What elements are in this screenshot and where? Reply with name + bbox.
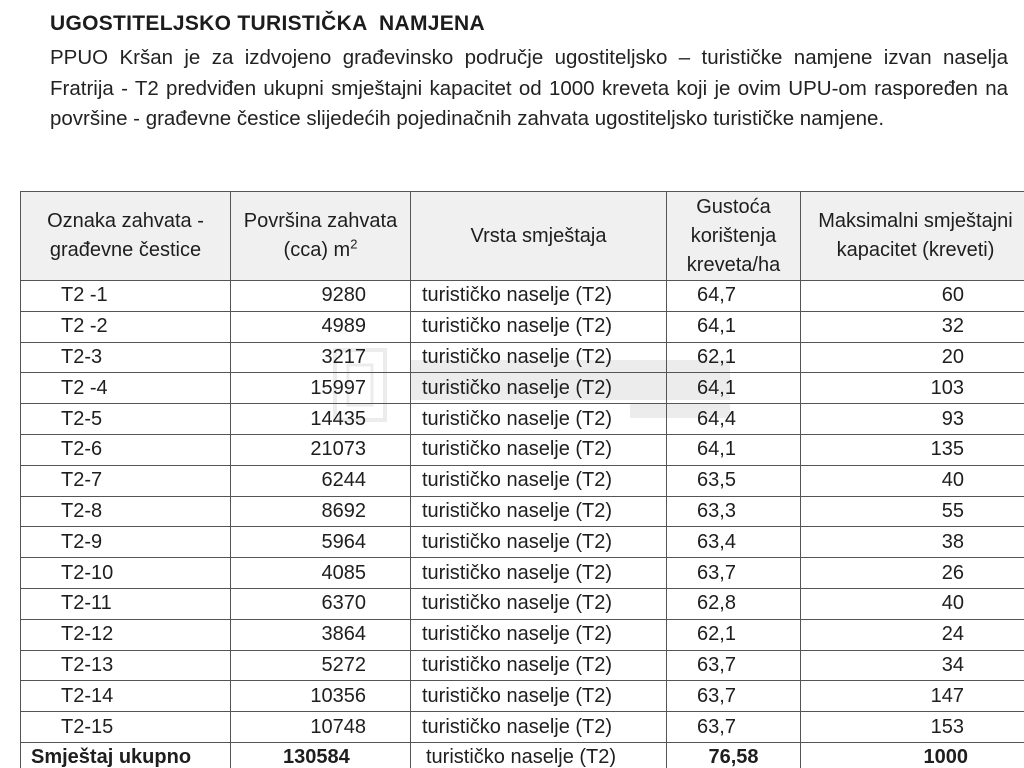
total-area: 130584 (231, 742, 411, 768)
cell-density: 63,7 (667, 558, 801, 589)
cell-capacity: 26 (801, 558, 1024, 589)
cell-type: turističko naselje (T2) (411, 373, 667, 404)
cell-density: 62,8 (667, 588, 801, 619)
cell-type: turističko naselje (T2) (411, 650, 667, 681)
cell-id: T2-5 (21, 404, 231, 435)
cell-density: 63,3 (667, 496, 801, 527)
cell-type: turističko naselje (T2) (411, 465, 667, 496)
cell-capacity: 55 (801, 496, 1024, 527)
cell-id: T2-15 (21, 712, 231, 743)
table-row (21, 311, 1024, 342)
cell-id: T2 -4 (21, 373, 231, 404)
cell-type: turističko naselje (T2) (411, 588, 667, 619)
table-total-row (21, 742, 1024, 768)
cell-type: turističko naselje (T2) (411, 311, 667, 342)
cell-capacity: 34 (801, 650, 1024, 681)
section-heading: UGOSTITELJSKO TURISTIČKA NAMJENA (50, 12, 485, 35)
cell-capacity: 32 (801, 311, 1024, 342)
cell-capacity: 135 (801, 434, 1024, 465)
table-row (21, 619, 1024, 650)
table-row (21, 588, 1024, 619)
cell-type: turističko naselje (T2) (411, 681, 667, 712)
cell-area: 5964 (231, 527, 411, 558)
cell-type: turističko naselje (T2) (411, 619, 667, 650)
total-capacity: 1000 (801, 742, 1024, 768)
cell-area: 4085 (231, 558, 411, 589)
cell-capacity: 60 (801, 281, 1024, 312)
cell-id: T2-14 (21, 681, 231, 712)
cell-capacity: 40 (801, 588, 1024, 619)
cell-id: T2-3 (21, 342, 231, 373)
cell-density: 64,1 (667, 311, 801, 342)
table-row (21, 681, 1024, 712)
cell-density: 62,1 (667, 342, 801, 373)
cell-area: 10356 (231, 681, 411, 712)
total-id: Smještaj ukupno (21, 742, 231, 768)
cell-area: 9280 (231, 281, 411, 312)
cell-id: T2-7 (21, 465, 231, 496)
cell-id: T2-8 (21, 496, 231, 527)
cell-density: 63,7 (667, 681, 801, 712)
cell-area: 14435 (231, 404, 411, 435)
table-row (21, 281, 1024, 312)
cell-area: 3864 (231, 619, 411, 650)
cell-density: 64,1 (667, 434, 801, 465)
cell-type: turističko naselje (T2) (411, 558, 667, 589)
cell-id: T2 -1 (21, 281, 231, 312)
cell-type: turističko naselje (T2) (411, 712, 667, 743)
table-row (21, 650, 1024, 681)
cell-id: T2-12 (21, 619, 231, 650)
cell-id: T2-13 (21, 650, 231, 681)
cell-type: turističko naselje (T2) (411, 496, 667, 527)
total-density: 76,58 (667, 742, 801, 768)
cell-area: 21073 (231, 434, 411, 465)
table-row (21, 527, 1024, 558)
cell-area: 6370 (231, 588, 411, 619)
total-type: turističko naselje (T2) (411, 742, 667, 768)
header-capacity: Maksimalni smještajni kapacitet (kreveti) (801, 192, 1024, 281)
cell-id: T2-6 (21, 434, 231, 465)
cell-area: 3217 (231, 342, 411, 373)
cell-density: 62,1 (667, 619, 801, 650)
table-row (21, 373, 1024, 404)
cell-area: 8692 (231, 496, 411, 527)
table-row (21, 558, 1024, 589)
table-row (21, 434, 1024, 465)
header-area: Površina zahvata (cca) $m^2$ (231, 192, 411, 281)
table-row (21, 496, 1024, 527)
cell-capacity: 147 (801, 681, 1024, 712)
cell-area: 4989 (231, 311, 411, 342)
intro-paragraph: PPUO Kršan je za izdvojeno građevinsko područje ugostiteljsko – turističke namjene izvan naselja Fratrija - T2 predviđen ukupni smještajni kapacitet od 1000 kreveta koji je ovim UPU-om raspoređen na površine - građevne čestice slijedećih pojedinačnih zahvata ugostiteljsko turističke namjene. (50, 46, 1008, 130)
cell-type: turističko naselje (T2) (411, 342, 667, 373)
cell-capacity: 24 (801, 619, 1024, 650)
table-row (21, 342, 1024, 373)
table-row (21, 712, 1024, 743)
cell-area: 6244 (231, 465, 411, 496)
cell-area: 5272 (231, 650, 411, 681)
header-density: Gustoća korištenja kreveta/ha (667, 192, 801, 281)
cell-id: T2-9 (21, 527, 231, 558)
cell-density: 64,1 (667, 373, 801, 404)
cell-density: 64,7 (667, 281, 801, 312)
header-id: Oznaka zahvata - građevne čestice (21, 192, 231, 281)
header-type: Vrsta smještaja (411, 192, 667, 281)
cell-id: T2-10 (21, 558, 231, 589)
cell-density: 63,4 (667, 527, 801, 558)
cell-capacity: 153 (801, 712, 1024, 743)
cell-density: 63,5 (667, 465, 801, 496)
cell-density: 63,7 (667, 650, 801, 681)
table-row (21, 465, 1024, 496)
cell-capacity: 38 (801, 527, 1024, 558)
table-header-row (21, 192, 1024, 281)
cell-capacity: 20 (801, 342, 1024, 373)
cell-type: turističko naselje (T2) (411, 281, 667, 312)
cell-density: 63,7 (667, 712, 801, 743)
area-unit-superscript: 2 (350, 236, 358, 252)
cell-area: 10748 (231, 712, 411, 743)
capacity-table (20, 191, 1024, 768)
cell-area: 15997 (231, 373, 411, 404)
cell-type: turističko naselje (T2) (411, 527, 667, 558)
table-row (21, 404, 1024, 435)
cell-capacity: 103 (801, 373, 1024, 404)
cell-type: turističko naselje (T2) (411, 434, 667, 465)
cell-id: T2-11 (21, 588, 231, 619)
cell-density: 64,4 (667, 404, 801, 435)
cell-capacity: 93 (801, 404, 1024, 435)
cell-type: turističko naselje (T2) (411, 404, 667, 435)
cell-capacity: 40 (801, 465, 1024, 496)
cell-id: T2 -2 (21, 311, 231, 342)
